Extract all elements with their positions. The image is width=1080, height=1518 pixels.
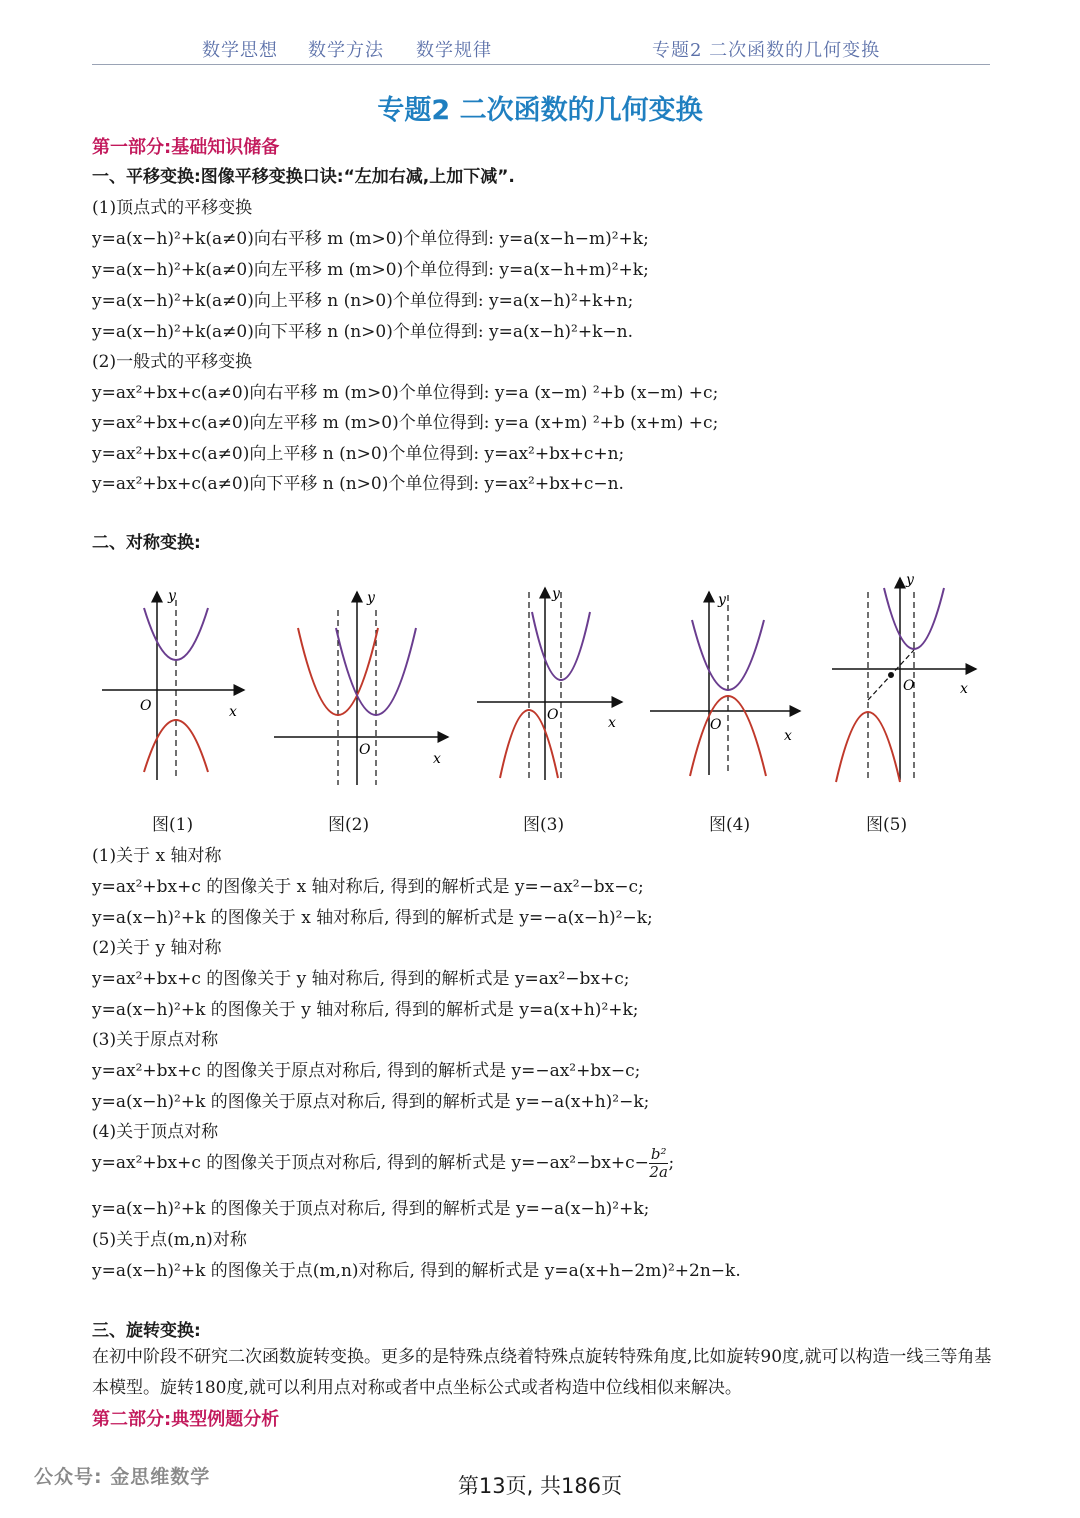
axis-x-label: x [433, 751, 441, 767]
header-topic: 专题2 二次函数的几何变换 [652, 40, 881, 61]
symmetry-figures [92, 570, 992, 800]
header-tag-rule: 数学规律 [416, 40, 492, 61]
part1-heading: 第一部分:基础知识储备 [92, 137, 280, 158]
axis-x-label: x [784, 728, 792, 744]
text-line: y=a(x−h)²+k 的图像关于原点对称后, 得到的解析式是 y=−a(x+h)²−k; [92, 1092, 650, 1112]
figure-2 [274, 590, 448, 785]
text-line: (1)关于 x 轴对称 [92, 846, 222, 866]
header-tag-thought: 数学思想 [202, 40, 278, 61]
origin-label: O [547, 707, 559, 723]
axis-y-label: y [168, 588, 176, 604]
figure-4 [650, 592, 800, 776]
text-line: y=ax²+bx+c(a≠0)向下平移 n (n>0)个单位得到: y=ax²+bx+c−n. [92, 474, 624, 494]
origin-label: O [710, 717, 722, 733]
footer-wechat: 公众号: 金思维数学 [34, 1466, 211, 1488]
section3-paragraph: 在初中阶段不研究二次函数旋转变换。更多的是特殊点绕着特殊点旋转特殊角度,比如旋转90度,就可以构造一线三等角基本模型。旋转180度,就可以利用点对称或者中点坐标公式或者构造中位线相似来解决。 [92, 1347, 992, 1398]
text-line: (2)一般式的平移变换 [92, 352, 253, 372]
text-line: y=ax²+bx+c(a≠0)向左平移 m (m>0)个单位得到: y=a (x+m) ²+b (x+m) +c; [92, 413, 719, 433]
section3-heading: 三、旋转变换: [92, 1321, 201, 1341]
page-header [92, 30, 990, 65]
figure-caption: 图(5) [866, 815, 908, 835]
text-line: y=a(x−h)²+k 的图像关于点(m,n)对称后, 得到的解析式是 y=a(x+h−2m)²+2n−k. [92, 1261, 741, 1281]
figure-1 [102, 588, 244, 780]
text-line: y=a(x−h)²+k 的图像关于顶点对称后, 得到的解析式是 y=−a(x−h)²+k; [92, 1199, 650, 1219]
page-title: 专题2 二次函数的几何变换 [377, 95, 703, 126]
text-line: y=a(x−h)²+k 的图像关于 y 轴对称后, 得到的解析式是 y=a(x+h)²+k; [92, 1000, 639, 1020]
origin-label: O [359, 742, 371, 758]
page-number: 第13页, 共186页 [457, 1474, 623, 1498]
text-line: y=ax²+bx+c 的图像关于原点对称后, 得到的解析式是 y=−ax²+bx−c; [92, 1061, 641, 1081]
text-line: y=a(x−h)²+k(a≠0)向下平移 n (n>0)个单位得到: y=a(x−h)²+k−n. [92, 322, 633, 342]
text-line: y=ax²+bx+c(a≠0)向右平移 m (m>0)个单位得到: y=a (x−m) ²+b (x−m) +c; [92, 383, 719, 403]
axis-y-label: y [367, 590, 375, 606]
fraction: $\frac{\text{b²}}{2a}$ [649, 1145, 668, 1181]
text-line: y=a(x−h)²+k 的图像关于 x 轴对称后, 得到的解析式是 y=−a(x−h)²−k; [92, 908, 653, 928]
header-tag-method: 数学方法 [308, 40, 384, 61]
figure-3 [477, 586, 622, 780]
figure-caption: 图(2) [328, 815, 370, 835]
text-line: (1)顶点式的平移变换 [92, 198, 253, 218]
text-line: y=ax²+bx+c(a≠0)向上平移 n (n>0)个单位得到: y=ax²+bx+c+n; [92, 444, 625, 464]
axis-x-label: x [960, 681, 968, 697]
text-line: (3)关于原点对称 [92, 1030, 219, 1050]
text-line: y=a(x−h)²+k(a≠0)向右平移 m (m>0)个单位得到: y=a(x−h−m)²+k; [92, 229, 649, 249]
part2-heading: 第二部分:典型例题分析 [92, 1409, 280, 1430]
section1-heading: 一、平移变换:图像平移变换口诀:“左加右减,上加下减”. [92, 167, 515, 187]
axis-x-label: x [608, 715, 616, 731]
axis-y-label: y [718, 592, 726, 608]
origin-label: O [903, 678, 915, 694]
text-line: y=ax²+bx+c 的图像关于 x 轴对称后, 得到的解析式是 y=−ax²−bx−c; [92, 877, 644, 897]
text-line: (2)关于 y 轴对称 [92, 938, 222, 958]
axis-y-label: y [552, 586, 560, 602]
text-line: (4)关于顶点对称 [92, 1122, 219, 1142]
axis-x-label: x [229, 704, 237, 720]
text-line: y=a(x−h)²+k(a≠0)向上平移 n (n>0)个单位得到: y=a(x−h)²+k+n; [92, 291, 634, 311]
text-line: y=a(x−h)²+k(a≠0)向左平移 m (m>0)个单位得到: y=a(x−h+m)²+k; [92, 260, 649, 280]
axis-y-label: y [906, 572, 914, 588]
figure-caption: 图(4) [709, 815, 751, 835]
section2-heading: 二、对称变换: [92, 533, 201, 553]
text-line: y=ax²+bx+c 的图像关于 y 轴对称后, 得到的解析式是 y=ax²−bx+c; [92, 969, 630, 989]
figure-5 [832, 572, 976, 782]
figure-caption: 图(1) [152, 815, 194, 835]
figure-caption: 图(3) [523, 815, 565, 835]
text-line: (5)关于点(m,n)对称 [92, 1230, 247, 1250]
origin-label: O [140, 698, 152, 714]
vertex-symmetry-line: y=ax²+bx+c 的图像关于顶点对称后, 得到的解析式是 y=−ax²−bx+c− $\frac{\text{b²}}{2a}$ ; [92, 1145, 675, 1181]
